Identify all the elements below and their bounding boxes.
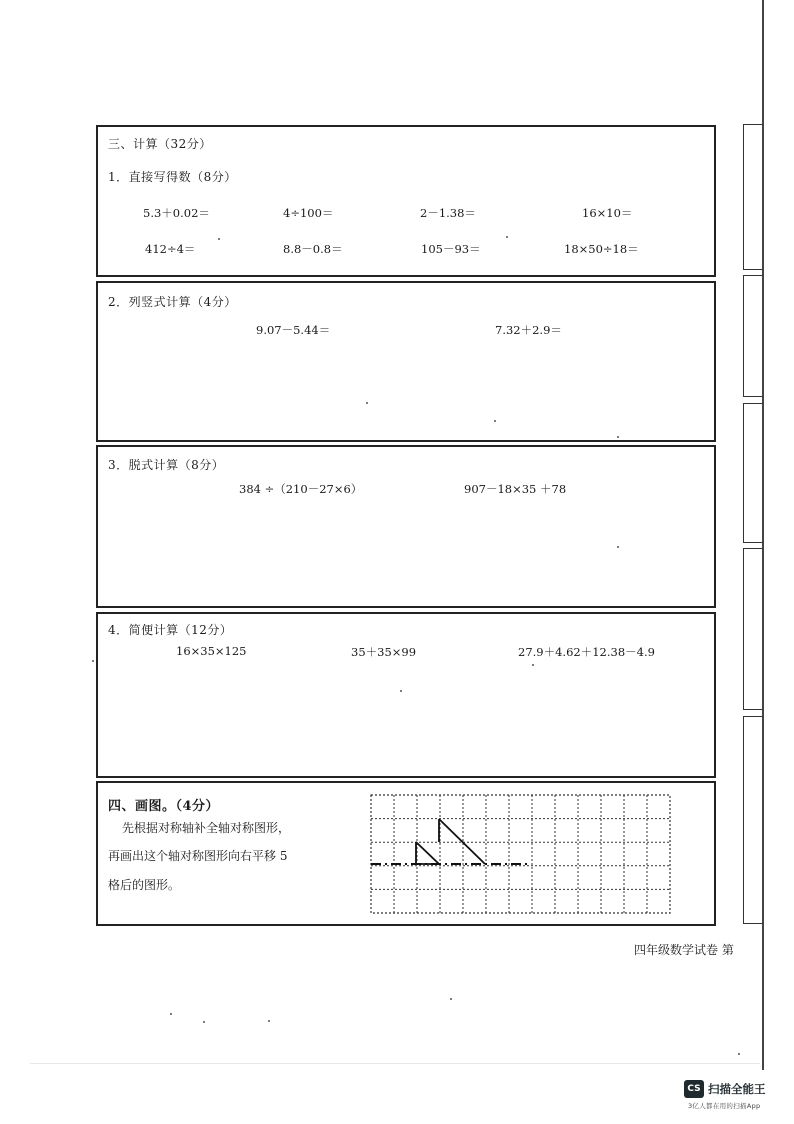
scan-speck — [617, 546, 619, 548]
scan-speck — [170, 1013, 172, 1015]
question-box-1 — [96, 125, 716, 277]
q1-expr: 105－93＝ — [421, 242, 481, 256]
q4-title: 4．简便计算（12分） — [108, 623, 233, 637]
q1-expr: 16×10＝ — [582, 206, 633, 220]
question-box-3 — [96, 445, 716, 608]
scan-speck — [617, 436, 619, 438]
q3-expr: 384 ÷（210－27×6） — [239, 482, 363, 496]
q4-expr: 35＋35×99 — [351, 645, 417, 659]
q1-expr: 412÷4＝ — [145, 242, 196, 256]
q1-expr: 5.3＋0.02＝ — [143, 206, 210, 220]
instruction-line: 格后的图形。 — [108, 878, 181, 892]
instruction-line: 先根据对称轴补全轴对称图形， — [122, 821, 291, 835]
scan-speck — [494, 420, 496, 422]
binding-strip — [743, 403, 763, 543]
scan-speck — [218, 238, 220, 240]
half-figure — [416, 842, 439, 864]
scan-speck — [92, 660, 94, 662]
q2-title: 2．列竖式计算（4分） — [108, 295, 237, 309]
q2-expr: 7.32＋2.9＝ — [495, 323, 562, 337]
question-box-4 — [96, 612, 716, 778]
binding-strip — [743, 275, 763, 397]
drawing-grid[interactable] — [370, 794, 673, 916]
scan-speck — [738, 1053, 740, 1055]
q2-expr: 9.07－5.44＝ — [256, 323, 331, 337]
scan-speck — [268, 1020, 270, 1022]
scan-speck — [400, 690, 402, 692]
q1-expr: 2－1.38＝ — [420, 206, 476, 220]
binding-strip — [743, 124, 763, 270]
binding-strip — [743, 548, 763, 710]
q4-expr: 16×35×125 — [176, 644, 247, 658]
instruction-line: 再画出这个轴对称图形向右平移 5 — [108, 849, 288, 863]
q4-expr: 27.9＋4.62＋12.38－4.9 — [518, 645, 655, 659]
q1-expr: 4÷100＝ — [283, 206, 334, 220]
q3-title: 3．脱式计算（8分） — [108, 458, 225, 472]
scanner-logo-icon: CS — [684, 1080, 704, 1098]
scan-speck — [366, 402, 368, 404]
binding-strip — [743, 716, 763, 924]
scan-speck — [203, 1021, 205, 1023]
scanner-brand: 扫描全能王 — [708, 1082, 766, 1096]
section-4-title: 四、画图。（4分） — [108, 799, 220, 814]
page-bottom-edge — [30, 1063, 760, 1064]
scan-speck — [532, 664, 534, 666]
q1-title: 1．直接写得数（8分） — [108, 170, 237, 184]
question-box-2 — [96, 281, 716, 442]
scan-speck — [450, 998, 452, 1000]
q3-expr: 907－18×35 ＋78 — [464, 482, 567, 496]
q1-expr: 18×50÷18＝ — [564, 242, 639, 256]
scanner-tagline: 3亿人都在用的扫描App — [688, 1102, 761, 1110]
section-3-title: 三、计算（32分） — [108, 137, 212, 151]
footer-title: 四年级数学试卷 第 — [634, 943, 734, 957]
scan-speck — [506, 236, 508, 238]
q1-expr: 8.8－0.8＝ — [283, 242, 343, 256]
half-figure-diagonal — [439, 819, 485, 864]
